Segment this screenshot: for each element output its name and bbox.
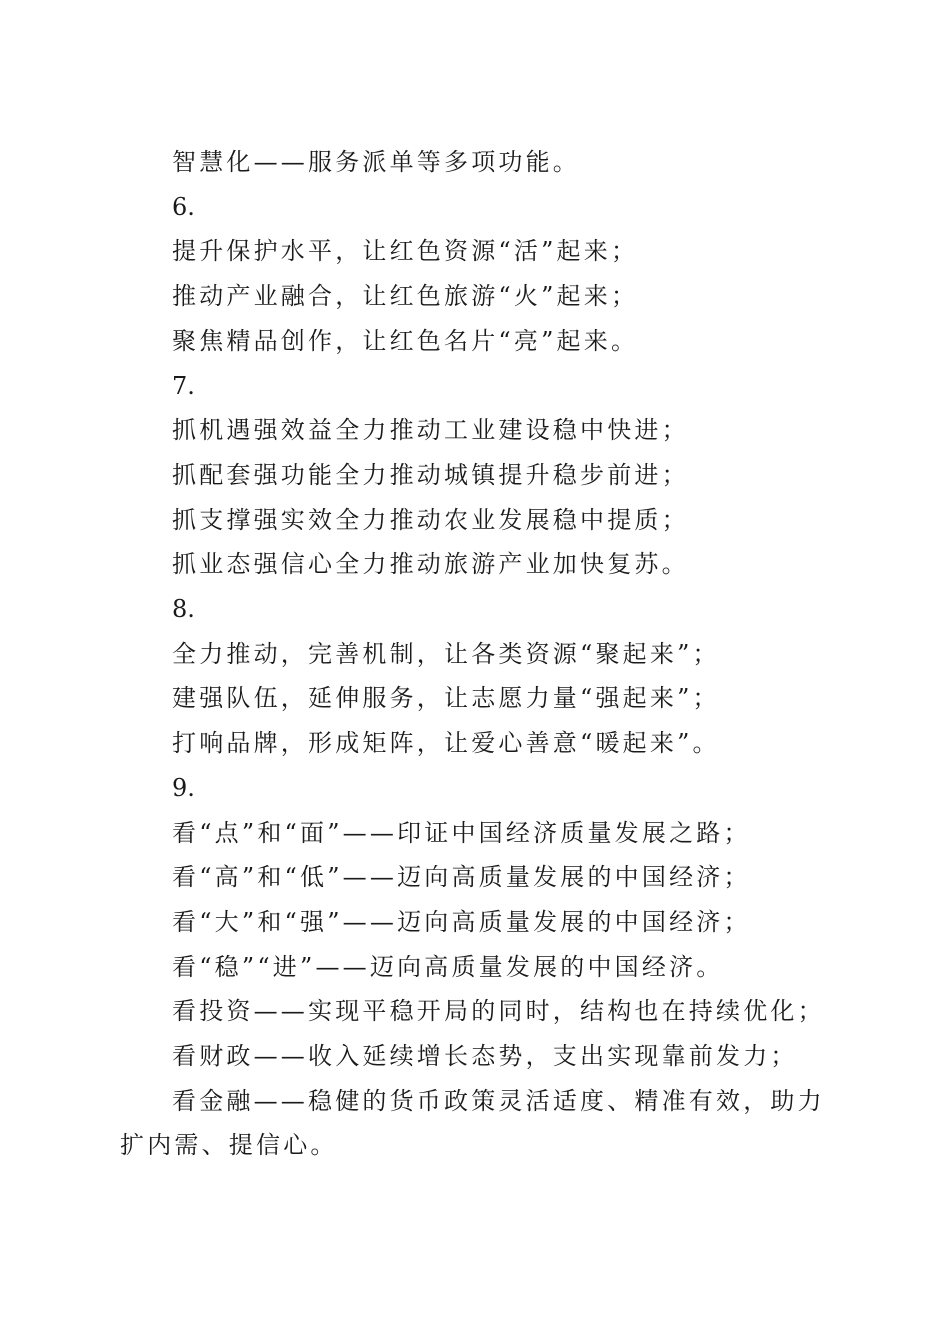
section-number: 9. bbox=[172, 773, 195, 802]
text-line: 全力推动，完善机制，让各类资源“聚起来”； bbox=[172, 639, 720, 668]
text-line: 看“高”和“低”——迈向高质量发展的中国经济； bbox=[172, 863, 751, 892]
text-line: 打响品牌，形成矩阵，让爱心善意“暖起来”。 bbox=[172, 729, 720, 758]
text-line: 看投资——实现平稳开局的同时，结构也在持续优化； bbox=[172, 997, 825, 1026]
text-line: 看“大”和“强”——迈向高质量发展的中国经济； bbox=[172, 907, 751, 936]
text-line: 看财政——收入延续增长态势，支出实现靠前发力； bbox=[172, 1042, 798, 1071]
text-line: 聚焦精品创作，让红色名片“亮”起来。 bbox=[172, 326, 639, 355]
text-line: 抓业态强信心全力推动旅游产业加快复苏。 bbox=[172, 550, 689, 579]
section-number: 7. bbox=[172, 371, 195, 400]
text-line: 抓支撑强实效全力推动农业发展稳中提质； bbox=[172, 505, 689, 534]
section-number: 8. bbox=[172, 595, 195, 624]
text-line: 看“点”和“面”——印证中国经济质量发展之路； bbox=[172, 818, 751, 847]
text-line: 看“稳”“进”——迈向高质量发展的中国经济。 bbox=[172, 952, 724, 981]
text-line: 建强队伍，延伸服务，让志愿力量“强起来”； bbox=[172, 684, 720, 713]
text-line: 抓机遇强效益全力推动工业建设稳中快进； bbox=[172, 416, 689, 445]
text-paragraph: 看金融——稳健的货币政策灵活适度、精准有效，助力扩内需、提信心。 bbox=[120, 1086, 825, 1160]
text-line: 抓配套强功能全力推动城镇提升稳步前进； bbox=[172, 460, 689, 489]
text-line: 推动产业融合，让红色旅游“火”起来； bbox=[172, 282, 639, 311]
document-body bbox=[120, 140, 832, 1168]
text-line: 智慧化——服务派单等多项功能。 bbox=[172, 148, 580, 176]
section-number: 6. bbox=[172, 192, 195, 221]
text-line: 提升保护水平，让红色资源“活”起来； bbox=[172, 237, 639, 266]
